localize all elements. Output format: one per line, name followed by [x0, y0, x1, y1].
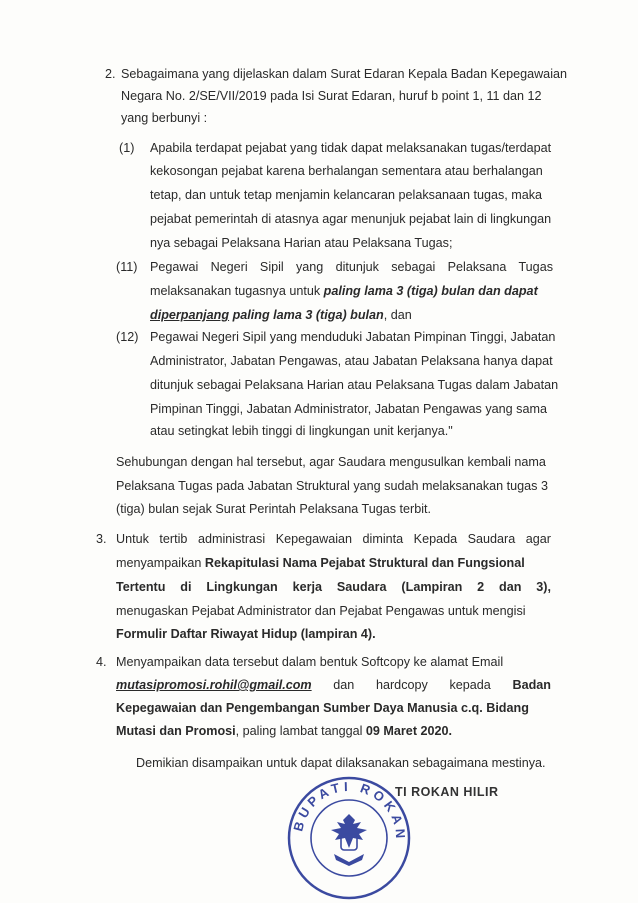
item-2-line: Sebagaimana yang dijelaskan dalam Surat Edaran Kepala Badan Kepegawaian — [121, 67, 567, 81]
quote-11-line — [150, 307, 412, 323]
item-4-plain: , paling lambat tanggal — [235, 724, 366, 738]
quote-11-line — [150, 283, 538, 299]
followup-line: (tiga) bulan sejak Surat Perintah Pelaksana Tugas terbit. — [116, 502, 432, 516]
item-2-line: Negara No. 2/SE/VII/2019 pada Isi Surat Edaran, huruf b point 1, 11 dan 12 — [121, 89, 542, 103]
quote-12-line: Pegawai Negeri Sipil yang menduduki Jabatan Pimpinan Tinggi, Jabatan — [150, 330, 556, 344]
followup-line: Pelaksana Tugas pada Jabatan Struktural yang sudah melaksanakan tugas 3 — [116, 479, 548, 493]
closing-text: Demikian disampaikan untuk dapat dilaksanakan sebagaimana mestinya. — [136, 756, 546, 770]
quote-12-line: atau setingkat lebih tinggi di lingkungan unit kerjanya." — [150, 424, 453, 438]
item-4-word: hardcopy — [375, 678, 428, 692]
quote-1-number: (1) — [119, 141, 135, 155]
quote-11-line: Pegawai Negeri Sipil yang ditunjuk sebagai Pelaksana Tugas — [150, 260, 553, 274]
item-4-bold: Mutasi dan Promosi — [116, 724, 236, 738]
item-4-word: dan — [333, 678, 355, 692]
item-2-line: yang berbunyi : — [121, 111, 208, 125]
quote-11-emphasis: paling lama 3 (tiga) bulan — [229, 308, 384, 322]
quote-11-plain: , dan — [383, 308, 412, 322]
item-4-bold-word: Badan — [512, 678, 551, 692]
item-3-line: menugaskan Pejabat Administrator dan Pejabat Pengawas untuk mengisi — [116, 604, 526, 618]
quote-11-emphasis: paling lama 3 (tiga) bulan dan dapat — [323, 284, 538, 298]
item-3-bold-line: Tertentu di Lingkungan kerja Saudara (Lampiran 2 dan 3), — [116, 580, 551, 594]
quote-11-number: (11) — [116, 260, 138, 274]
item-4-date: 09 Maret 2020. — [365, 724, 453, 738]
item-3-plain: menyampaikan — [116, 556, 205, 570]
item-3-line — [116, 555, 525, 571]
item-3-line: Untuk tertib administrasi Kepegawaian diminta Kepada Saudara agar — [116, 532, 551, 546]
svg-text:BUPATI ROKAN HILIR: BUPATI ROKAN — [290, 778, 409, 843]
quote-12-line: Pimpinan Tinggi, Jabatan Administrator, Jabatan Pengawas yang sama — [150, 402, 547, 416]
item-3-bold: Rekapitulasi Nama Pejabat Struktural dan Fungsional — [204, 556, 525, 570]
item-4-line — [116, 677, 551, 693]
quote-1-line: nya sebagai Pelaksana Harian atau Pelaksana Tugas; — [150, 236, 453, 250]
quote-1-line: kekosongan pejabat karena berhalangan sementara atau berhalangan — [150, 164, 543, 178]
item-4-bold-line: Kepegawaian dan Pengembangan Sumber Daya Manusia c.q. Bidang — [116, 701, 529, 715]
quote-1-line: tetap, dan untuk tetap menjamin kelancaran pelaksanaan tugas, maka — [150, 188, 543, 202]
item-4-word: kepada — [449, 678, 491, 692]
item-4-line: Menyampaikan data tersebut dalam bentuk Softcopy ke alamat Email — [116, 655, 504, 669]
quote-11-plain: melaksanakan tugasnya untuk — [150, 284, 324, 298]
item-3-bold-line: Formulir Daftar Riwayat Hidup (lampiran 4). — [116, 627, 376, 641]
quote-12-number: (12) — [116, 330, 139, 344]
item-4-line — [116, 723, 452, 739]
email-link[interactable]: mutasipromosi.rohil@gmail.com — [116, 678, 312, 692]
item-4-number: 4. — [96, 655, 107, 669]
quote-11-emphasis-underlined: diperpanjang — [150, 308, 230, 322]
item-2-number: 2. — [105, 67, 116, 81]
quote-12-line: Administrator, Jabatan Pengawas, atau Jabatan Pelaksana hanya dapat — [150, 354, 553, 368]
quote-1-line: Apabila terdapat pejabat yang tidak dapat melaksanakan tugas/terdapat — [150, 141, 552, 155]
signature-title: TI ROKAN HILIR — [395, 785, 499, 799]
quote-12-line: ditunjuk sebagai Pelaksana Harian atau Pelaksana Tugas dalam Jabatan — [150, 378, 559, 392]
followup-line: Sehubungan dengan hal tersebut, agar Saudara mengusulkan kembali nama — [116, 455, 546, 469]
quote-1-line: pejabat pemerintah di atasnya agar menunjuk pejabat lain di lingkungan — [150, 212, 552, 226]
item-3-number: 3. — [96, 532, 107, 546]
